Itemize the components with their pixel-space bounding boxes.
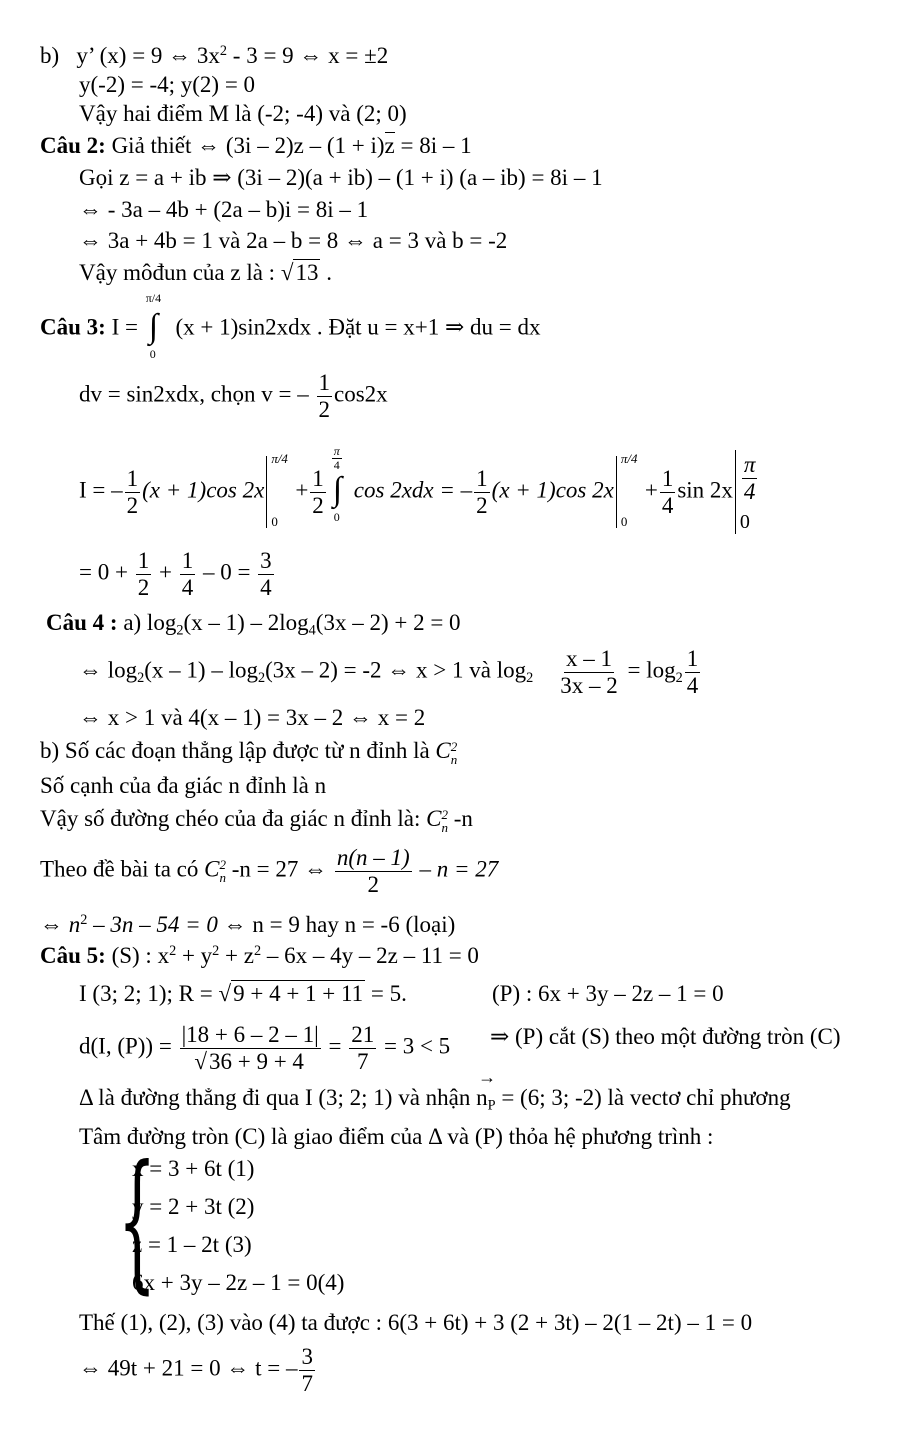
evaluation-bar: π/4 0 xyxy=(616,456,645,528)
z-conjugate: z xyxy=(384,133,395,158)
cau2-line-1: Gọi z = a + ib ⇒ (3i – 2)(a + ib) – (1 + i) (a – ib) = 8i – 1 xyxy=(79,165,603,190)
system-eq-2: y = 2 + 3t (2) xyxy=(132,1194,255,1219)
evaluation-bar: π/4 0 xyxy=(266,456,295,528)
cau2-label: Câu 2: xyxy=(40,133,106,158)
fraction: $\frac{1}{2}$ xyxy=(318,370,330,422)
cau4b-line-5: ⇔ $n^2 - 3n - 54 = 0$ ⇔ n = 9 hay n = -6 (loại) xyxy=(40,912,456,937)
cau3-result: = 0 + $\frac{1}{2}$ + $\frac{1}{4}$ – 0 = $\frac{3}{4}$ xyxy=(79,548,272,600)
cau4-label: Câu 4 : xyxy=(46,610,118,635)
cau5-center-radius: I (3; 2; 1); R = √9 + 4 + 1 + 11 = 5. xyxy=(79,981,407,1006)
integral-sign: ∫ π/4 0 xyxy=(145,291,162,361)
cau5-line-delta: Δ là đường thẳng đi qua I (3; 2; 1) và nhận → $n_P = (6$; 3; -2) là vectơ chỉ phương xyxy=(79,1085,791,1111)
cau5-solution: ⇔ 49t + 21 = 0 ⇔ t = – $\frac{3}{7}$ xyxy=(79,1344,313,1396)
cau2-heading: Câu 2: Giả thiết ⇔ (3i – 2)z – (1 + i)z = 8i – 1 xyxy=(40,133,472,158)
cau3-label: Câu 3: xyxy=(40,314,106,340)
cau5-heading: Câu 5: (S) : $x^2 + y^2 + z^2 - 6x - 4y - 2z - 11 = 0$ xyxy=(40,943,479,968)
cau5-system-intro: Tâm đường tròn (C) là giao điểm của Δ và (P) thỏa hệ phương trình : xyxy=(79,1124,714,1149)
cau3-heading: Câu 3: I = ∫ π/4 0 (x + 1)sin2xdx . Đặt u = x+1 ⇒ du = dx xyxy=(40,291,541,361)
cau3-integration-by-parts: I = – $\frac{1}{2}$ (x + 1)cos 2x π/4 0 + $\frac{1}{2}$ ∫ $\frac{\pi}{4}$ 0 cos 2xdx = – $\frac{1}{2}$ (x + 1)cos 2x π/4 0 + $\frac{1}{4}$ sin 2x $\frac{\pi}{4}$ 0 xyxy=(79,450,762,534)
left-brace: { xyxy=(118,1134,157,1308)
system-eq-3: z = 1 – 2t (3) xyxy=(132,1232,252,1257)
integral-sign: ∫ $\frac{\pi}{4}$ 0 xyxy=(332,444,343,524)
cau5-substitution: Thế (1), (2), (3) vào (4) ta được : 6(3 + 6t) + 3 (2 + 3t) – 2(1 – 2t) – 1 = 0 xyxy=(79,1310,753,1335)
cau2-modulus: Vậy môđun của z là : √13 . xyxy=(79,260,332,285)
cau4b-line-3: Vậy số đường chéo của đa giác n đỉnh là: C 2 n -n xyxy=(40,806,473,835)
cau4-line-1: ⇔ $\log_2(x - 1) - \log_2(3x - 2) = -2$ ⇔ x > 1 và $\log_2$ $\frac{x - 1}{3x - 2}$ = $\log_2$ $\frac{1}{4}$ xyxy=(79,646,699,698)
system-eq-1: x = 3 + 6t (1) xyxy=(132,1156,255,1181)
cau4-heading: Câu 4 : a) $\log_2(x - 1) - 2\log_4(3x - 2) + 2 = 0$ xyxy=(46,610,461,639)
cau4b-line-1: b) Số các đoạn thẳng lập được từ n đỉnh là C 2 n xyxy=(40,738,458,767)
line-values: y(-2) = -4; y(2) = 0 xyxy=(79,72,256,97)
cau2-line-3: ⇔ 3a + 4b = 1 và 2a – b = 8 ⇔ a = 3 và b = -2 xyxy=(79,228,508,253)
cau4b-line-2: Số cạnh của đa giác n đỉnh là n xyxy=(40,773,327,798)
cau5-intersection-note: ⇒ (P) cắt (S) theo một đường tròn (C) xyxy=(490,1024,841,1049)
evaluation-bar: $\frac{\pi}{4}$ 0 xyxy=(735,450,762,534)
line-derivative: b) y’ (x) = 9 ⇔ $3x^2 - 3 = 9$ ⇔ x = ±2 xyxy=(40,43,389,68)
cau4b-line-4: Theo đề bài ta có C 2 n -n = 27 ⇔ $\frac{n(n - 1)}{2}$ – n = 27 xyxy=(40,845,499,897)
normal-vector: → $n_P$ xyxy=(476,1085,495,1111)
system-eq-4: 6x + 3y – 2z – 1 = 0(4) xyxy=(132,1270,345,1295)
cau4-line-2: ⇔ x > 1 và 4(x – 1) = 3x – 2 ⇔ x = 2 xyxy=(79,705,426,730)
line-conclusion-points: Vậy hai điểm M là (-2; -4) và (2; 0) xyxy=(79,101,407,126)
cau5-distance: d(I, (P)) = $\frac{|18 + 6 - 2 - 1|}{√36 + 9 + 4}$ = $\frac{21}{7}$ = 3 < 5 xyxy=(79,1022,451,1074)
sqrt-symbol: √ xyxy=(280,260,294,285)
cau3-dv: dv = sin2xdx, chọn v = – $\frac{1}{2}$ cos2x xyxy=(79,370,388,422)
cau2-line-2: ⇔ - 3a – 4b + (2a – b)i = 8i – 1 xyxy=(79,197,369,222)
part-label: b) xyxy=(40,43,60,68)
cau5-plane: (P) : 6x + 3y – 2z – 1 = 0 xyxy=(492,981,724,1006)
cau5-label: Câu 5: xyxy=(40,943,106,968)
